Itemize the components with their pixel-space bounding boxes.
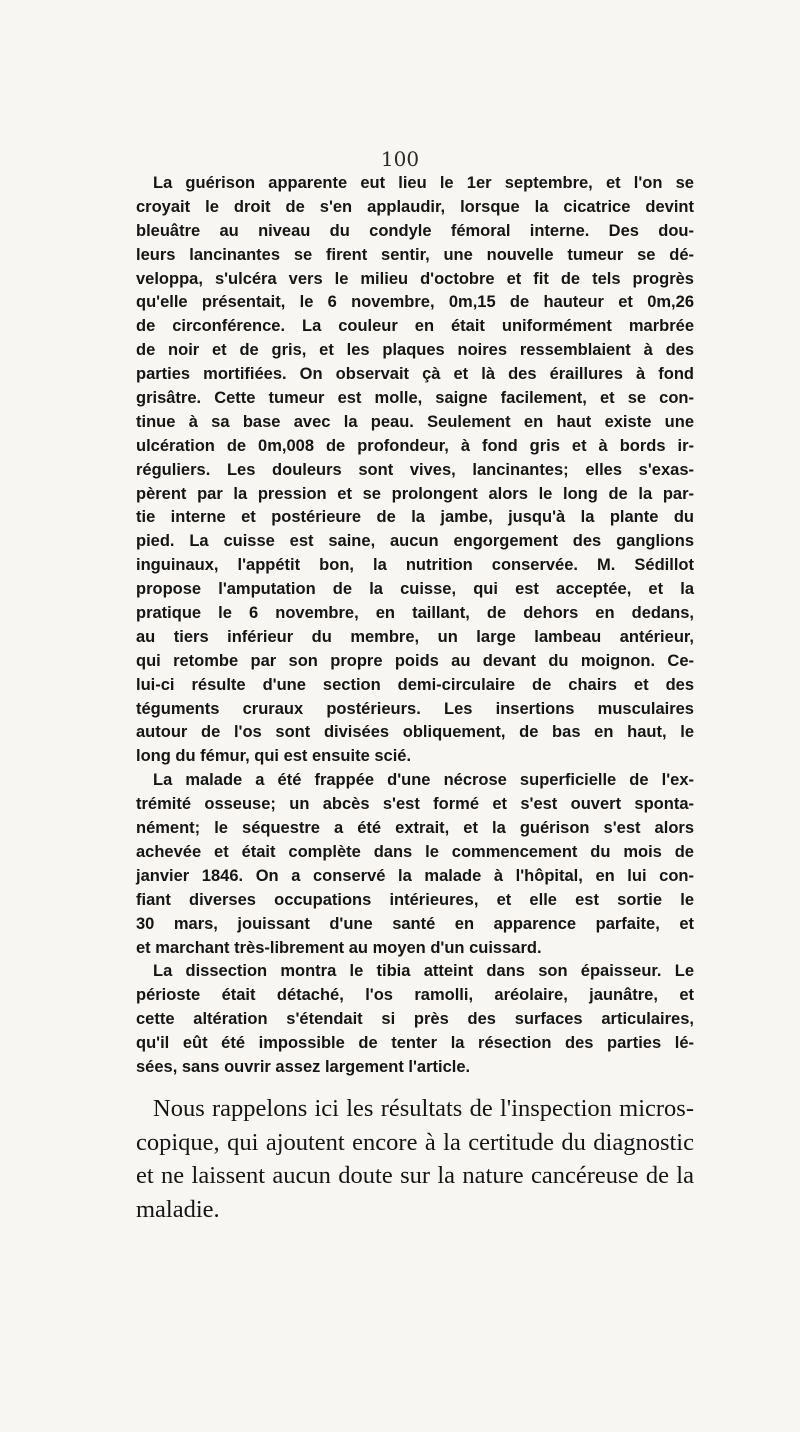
- text-line: long du fémur, qui est ensuite scié.: [136, 747, 412, 766]
- text-line: pratique le 6 novembre, en taillant, de dehors en dedans,: [136, 604, 694, 623]
- text-line: copique, qui ajoutent encore à la certitude du diagnostic: [136, 1128, 694, 1156]
- text-line: trémité osseuse; un abcès s'est formé et s'est ouvert sponta-: [136, 795, 694, 814]
- text-line: et ne laissent aucun doute sur la nature cancéreuse de la: [136, 1162, 694, 1189]
- text-line: maladie.: [136, 1195, 220, 1223]
- text-line: ulcération de 0m,008 de profondeur, à fond gris et à bords ir-: [136, 436, 694, 455]
- text-line: parties mortifiées. On observait çà et là des éraillures à fond: [136, 365, 694, 384]
- text-line: téguments cruraux postérieurs. Les insertions musculaires: [136, 699, 694, 718]
- bold-text-block: [136, 172, 694, 1080]
- text-line: La malade a été frappée d'une nécrose superficielle de l'ex-: [153, 771, 694, 790]
- paragraph-3: [136, 960, 694, 1079]
- text-line: tie interne et postérieure de la jambe, jusqu'à la plante du: [136, 508, 694, 527]
- paragraph-2: [136, 769, 694, 960]
- text-line: réguliers. Les douleurs sont vives, lancinantes; elles s'exas-: [136, 460, 694, 479]
- page-number: 100: [380, 147, 420, 171]
- text-line: qui retombe par son propre poids au devant du moignon. Ce-: [136, 651, 694, 670]
- text-line: autour de l'os sont divisées obliquement, de bas en haut, le: [136, 723, 694, 742]
- text-line: croyait le droit de s'en applaudir, lorsque la cicatrice devint: [136, 197, 694, 216]
- text-line: veloppa, s'ulcéra vers le milieu d'octobre et fit de tels progrès: [136, 269, 694, 288]
- text-line: cette altération s'étendait si près des surfaces articulaires,: [136, 1010, 694, 1029]
- text-line: pèrent par la pression et se prolongent alors le long de la par-: [136, 484, 694, 503]
- text-line: de circonférence. La couleur en était uniformément marbrée: [136, 317, 694, 336]
- text-line: inguinaux, l'appétit bon, la nutrition conservée. M. Sédillot: [136, 556, 694, 575]
- text-line: tinue à sa base avec la peau. Seulement en haut existe une: [136, 412, 694, 431]
- text-line: au tiers inférieur du membre, un large lambeau antérieur,: [136, 627, 694, 646]
- text-line: périoste était détaché, l'os ramolli, aréolaire, jaunâtre, et: [136, 986, 694, 1005]
- text-line: grisâtre. Cette tumeur est molle, saigne facilement, et se con-: [136, 389, 694, 408]
- text-line: La guérison apparente eut lieu le 1er septembre, et l'on se: [153, 174, 694, 192]
- text-line: 30 mars, jouissant d'une santé en apparence parfaite, et: [136, 914, 694, 933]
- text-line: lui-ci résulte d'une section demi-circulaire de chairs et des: [136, 675, 694, 694]
- text-line: La dissection montra le tibia atteint dans son épaisseur. Le: [153, 962, 694, 981]
- text-line: nément; le séquestre a été extrait, et la guérison s'est alors: [136, 819, 694, 838]
- text-line: pied. La cuisse est saine, aucun engorgement des ganglions: [136, 532, 694, 551]
- text-line: Nous rappelons ici les résultats de l'inspection micros-: [153, 1095, 694, 1122]
- text-line: qu'elle présentait, le 6 novembre, 0m,15 de hauteur et 0m,26: [136, 293, 694, 312]
- text-line: de noir et de gris, et les plaques noires ressemblaient à des: [136, 341, 694, 360]
- text-line: qu'il eût été impossible de tenter la résection des parties lé-: [136, 1034, 694, 1053]
- text-line: bleuâtre au niveau du condyle fémoral interne. Des dou-: [136, 221, 694, 240]
- paragraph-1: [136, 172, 694, 769]
- text-line: leurs lancinantes se firent sentir, une nouvelle tumeur se dé-: [136, 245, 694, 264]
- serif-paragraph: [136, 1092, 694, 1226]
- text-line: fiant diverses occupations intérieures, et elle est sortie le: [136, 890, 694, 909]
- text-line: achevée et était complète dans le commencement du mois de: [136, 842, 694, 861]
- text-line: et marchant très-librement au moyen d'un cuissard.: [136, 938, 542, 957]
- text-line: propose l'amputation de la cuisse, qui est acceptée, et la: [136, 580, 694, 599]
- text-line: janvier 1846. On a conservé la malade à l'hôpital, en lui con-: [136, 866, 694, 885]
- text-line: sées, sans ouvrir assez largement l'article.: [136, 1057, 471, 1076]
